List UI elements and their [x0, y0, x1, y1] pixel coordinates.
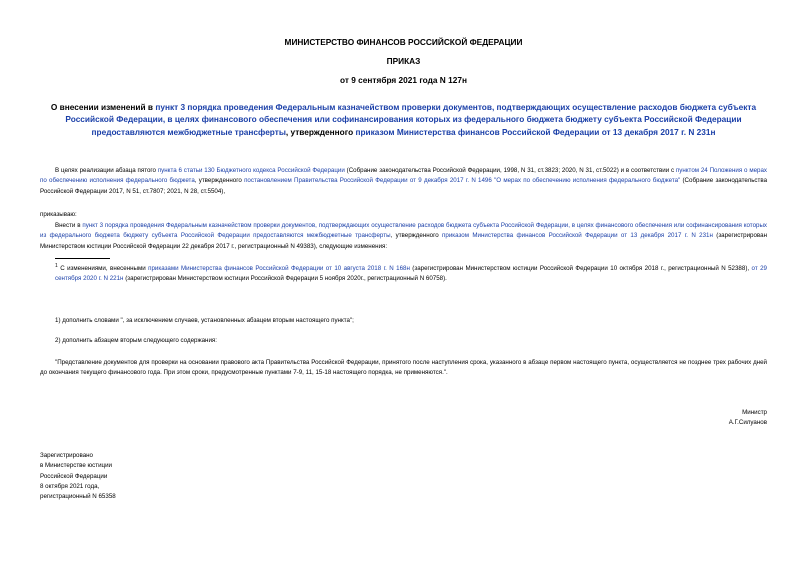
date-number-heading: от 9 сентября 2021 года N 127н [340, 75, 467, 85]
link-budget-code[interactable]: пункта 6 статьи 130 Бюджетного кодекса Российской Федерации [157, 167, 345, 174]
title-link-order[interactable]: приказом Министерства финансов Российской Федерации от 13 декабря 2017 г. N 231н [355, 126, 716, 137]
document-title [40, 101, 767, 138]
amendment-text-2: , утвержденного [390, 232, 443, 240]
registration-block [40, 451, 116, 502]
footnote-text-2: (зарегистрирован Министерством юстиции Российской Федерации 10 октября 2018 г., регистрационный N 52388), [409, 265, 752, 272]
preamble-paragraph [40, 166, 767, 197]
registration-line: Зарегистрировано [40, 452, 93, 459]
title-text-2: , утвержденного [285, 126, 356, 137]
title-text-1: О внесении изменений в [50, 102, 156, 112]
preamble-text-4: (Собрание законодательства Российской Федерации 2017, N 51, ст.7807; 2021, N 28, ст.5504), [40, 177, 768, 195]
registration-line: регистрационный N 65358 [40, 493, 116, 501]
amendment-text-1: Внести в [55, 222, 83, 229]
footnote-text-3: (зарегистрирован Министерством юстиции Российской Федерации 5 ноября 2020г., регистрационный N 60758). [123, 275, 447, 283]
doc-type-heading: ПРИКАЗ [386, 56, 421, 66]
footnote [55, 264, 767, 285]
ministry-heading: МИНИСТЕРСТВО ФИНАНСОВ РОССИЙСКОЙ ФЕДЕРАЦИИ [284, 37, 523, 47]
amendment-paragraph [40, 221, 767, 252]
link-order-231n[interactable]: приказом Министерства финансов Российской Федерации от 13 декабря 2017 г. N 231н [442, 232, 713, 240]
registration-line: в Министерстве юстиции [40, 462, 113, 470]
amendment-text-4: , следующие изменения: [315, 242, 388, 250]
footnote-marker: 1 [55, 262, 58, 269]
link-order-221n[interactable]: от 29 сентября 2020 г. N 221н [55, 265, 767, 283]
quoted-paragraph: "Представление документов для проверки на основании правового акта Правительства Российской Федерации, принятого после наступления срока, указанного в абзаце первом настоящего пункта, осуществляется не позднее трех рабочих дней до окончания текущего финансового года. При этом сроки, предусмотренные пунктами 7-9, 11, 15-18 настоящего порядка, не применяются.". [40, 359, 767, 377]
signature-position: Министр [742, 409, 767, 416]
title-link-procedure[interactable]: пункт 3 порядка проведения Федеральным казначейством проверки документов, подтверждающих осуществление расходов бюджета субъекта Российской Федерации, в целях финансового обеспечения или софинансирования которых из федерального бюджета бюджету субъекта Российской Федерации предоставляются межбюджетные трансферты [65, 102, 757, 137]
prikazyvayu-text: приказываю: [40, 211, 77, 218]
link-procedure-point-3[interactable]: пункт 3 порядка проведения Федеральным казначейством проверки документов, подтверждающих осуществление расходов бюджета субъекта Российской Федерации, в целях финансового обеспечения или софинансирования которых из федерального бюджета бюджету субъекта Российской Федерации предоставляются межбюджетные трансферты [40, 222, 767, 240]
footnote-text-1: С изменениями, внесенными [57, 265, 149, 272]
item-2: 2) дополнить абзацем вторым следующего содержания: [55, 337, 218, 344]
amendment-text-3: (зарегистрирован Министерством юстиции Российской Федерации 22 декабря 2017 г., регистрационный N 49383) [40, 232, 768, 250]
footnote-divider [55, 258, 110, 259]
signature-name: А.Г.Силуанов [728, 419, 767, 426]
preamble-text-1: В целях реализации абзаца пятого [55, 167, 158, 174]
registration-line: 8 октября 2021 года, [40, 482, 100, 490]
link-order-168n[interactable]: приказами Министерства финансов Российской Федерации от 10 августа 2018 г. N 168н [148, 265, 410, 272]
registration-line: Российской Федерации [40, 472, 108, 480]
link-regulation-point-24[interactable]: пунктом 24 Положения о мерах по обеспечению исполнения федерального бюджета [40, 167, 767, 185]
preamble-text-3: , утвержденного [194, 177, 245, 185]
link-government-resolution[interactable]: постановлением Правительства Российской Федерации от 9 декабря 2017 г. N 1496 "О мерах по обеспечению исполнения федерального бюджета" [244, 177, 681, 185]
item-1: 1) дополнить словами ", за исключением случаев, установленных абзацем вторым настоящего пункта"; [55, 317, 354, 324]
preamble-text-2: (Собрание законодательства Российской Федерации, 1998, N 31, ст.3823; 2020, N 31, ст.5022) и в соответствии с [344, 167, 676, 174]
